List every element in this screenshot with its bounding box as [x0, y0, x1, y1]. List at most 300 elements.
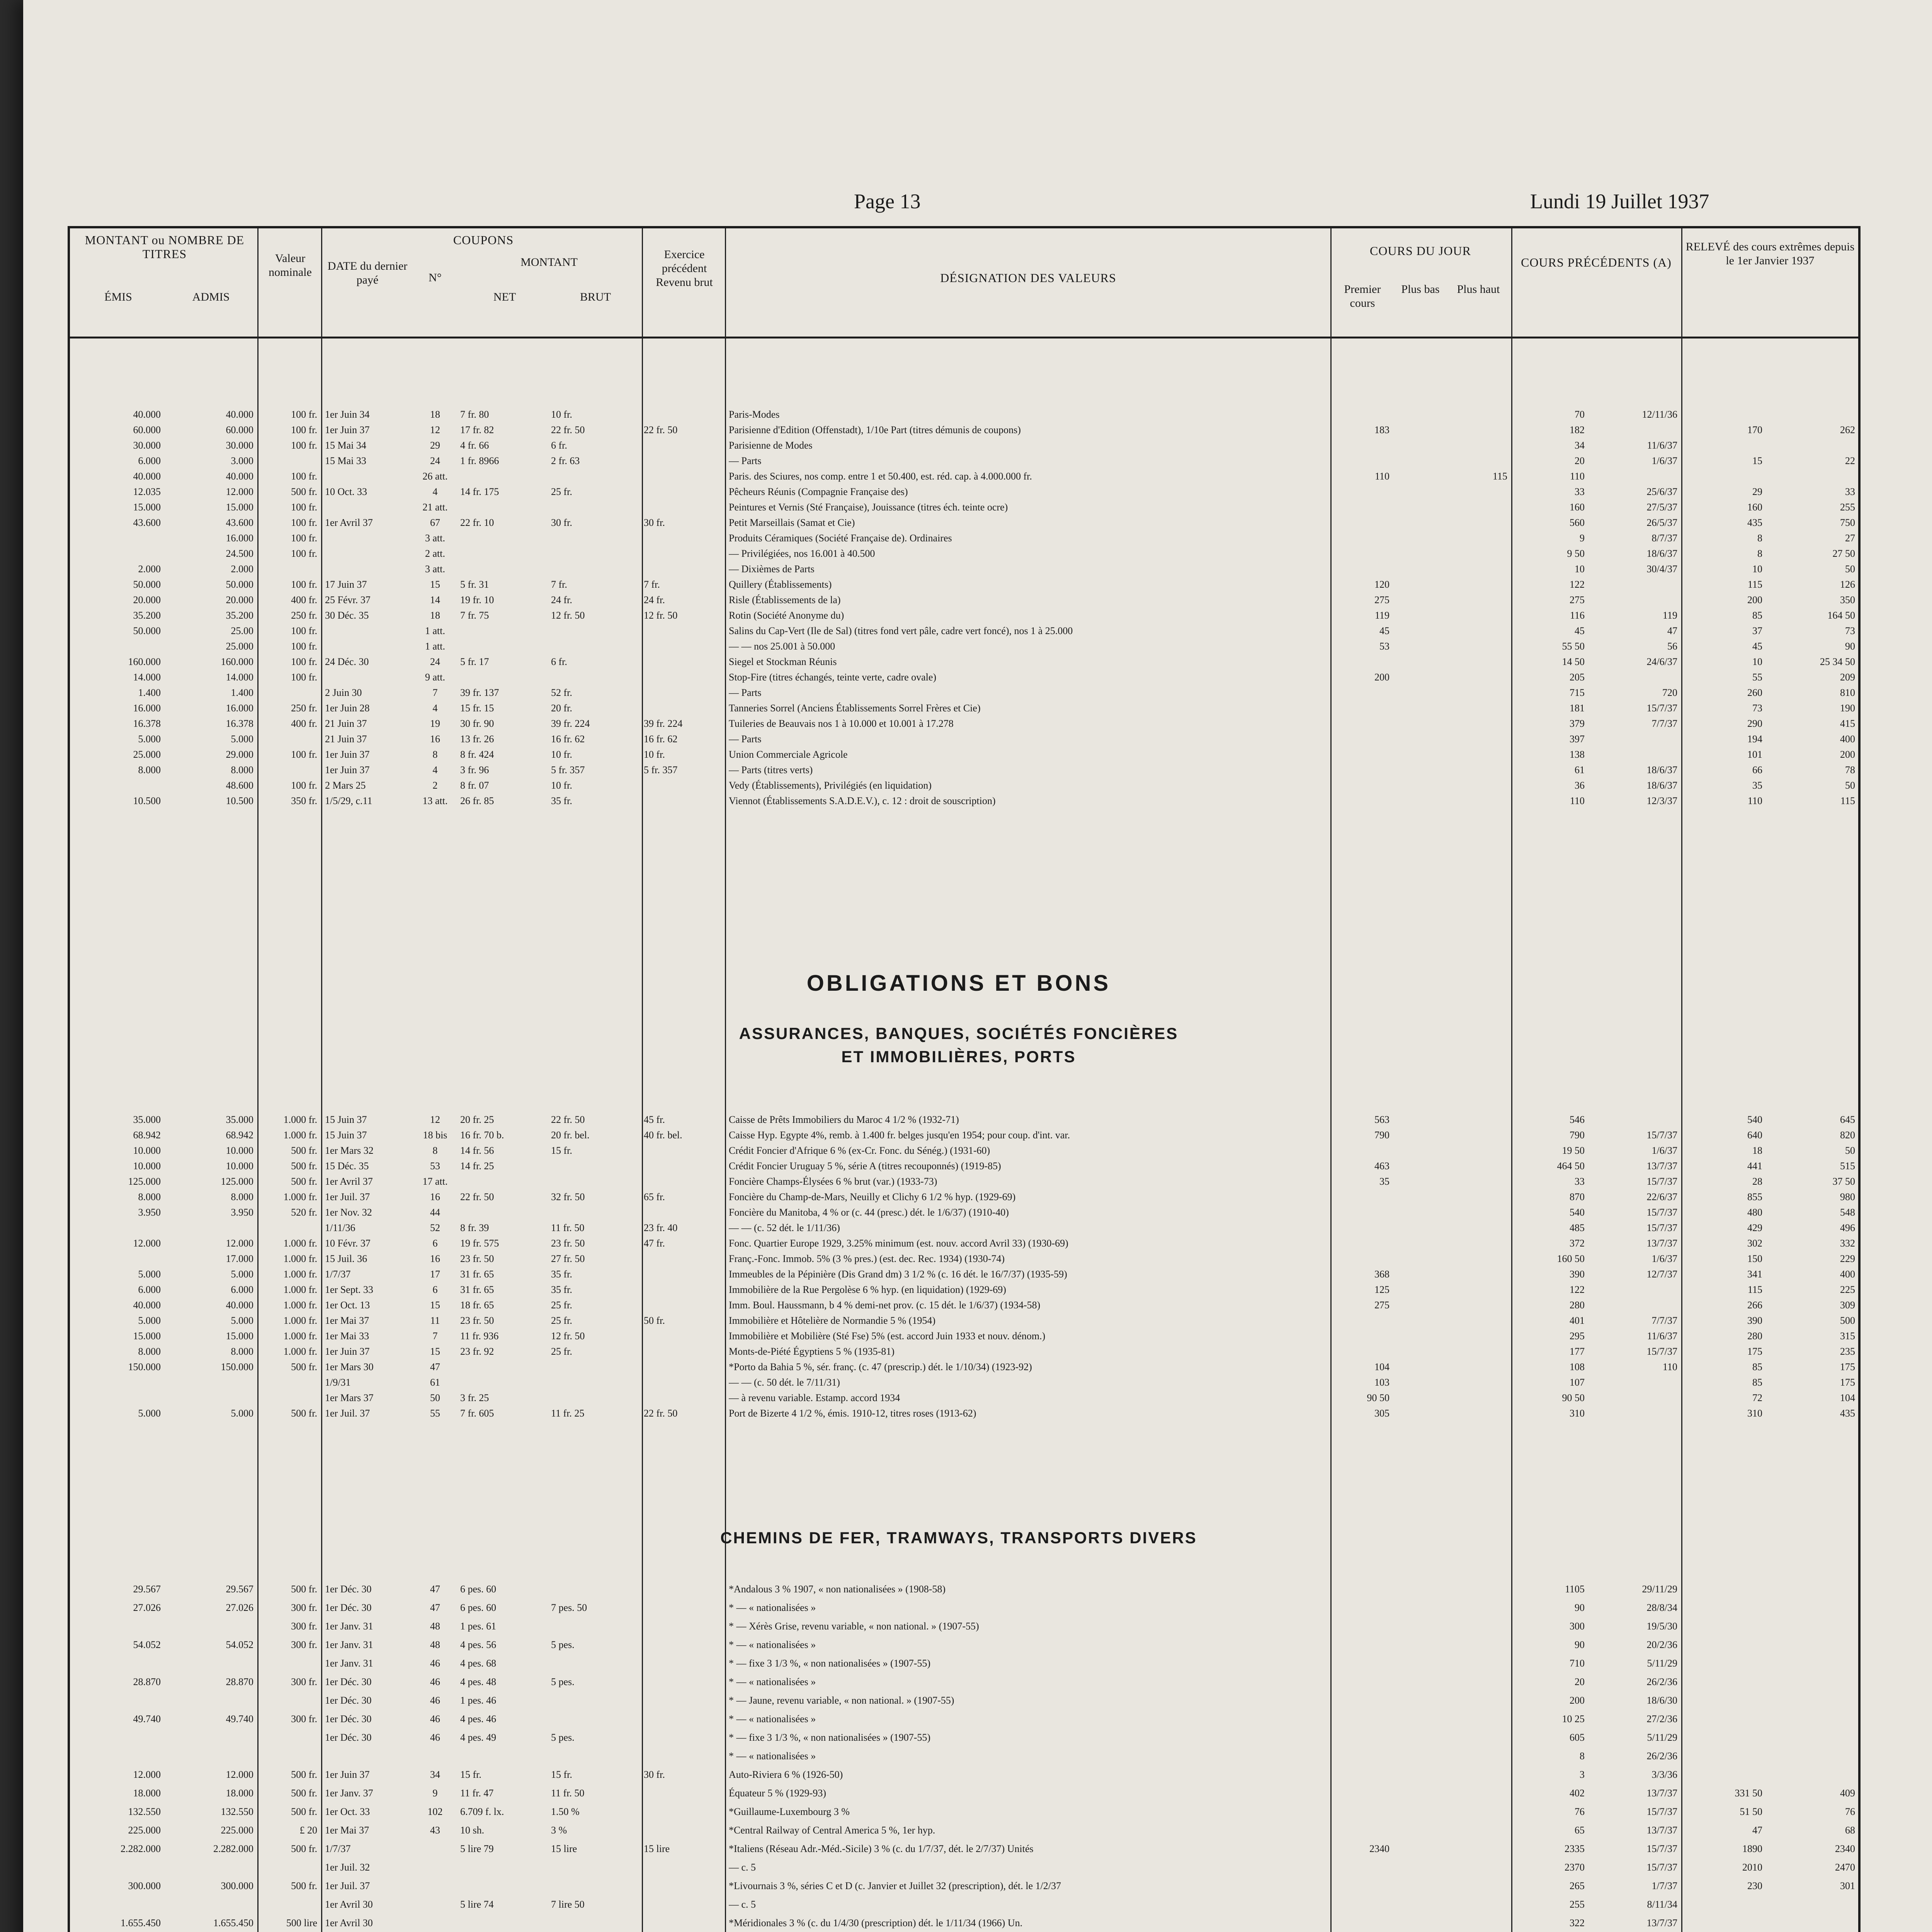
cell-des: Franç.-Fonc. Immob. 5% (3 % pres.) (est. dec. Rec. 1934) (1930-74) [729, 1253, 1005, 1264]
cell-hi: 350 [1840, 594, 1855, 605]
cell-brut: 5 fr. 357 [551, 764, 585, 776]
cell-v: 100 fr. [291, 440, 317, 451]
cell-lo: 85 [1752, 1377, 1762, 1388]
cell-des: Parisienne d'Edition (Offenstadt), 1/10e Part (titres démunis de coupons) [729, 424, 1021, 435]
cell-n: 47 [430, 1361, 440, 1372]
cell-v: 520 fr. [291, 1207, 317, 1218]
cell-e: 25.000 [133, 749, 161, 760]
cell-brut: 10 fr. [551, 409, 572, 420]
cell-e: 3.950 [138, 1207, 161, 1218]
cell-p: 53 [1379, 641, 1389, 652]
table-row [70, 1190, 1858, 1203]
cell-prev: 65 [1575, 1825, 1585, 1836]
cell-dt: 13/7/37 [1646, 1238, 1677, 1249]
cell-net: 31 fr. 65 [460, 1269, 494, 1280]
cell-des: Équateur 5 % (1929-93) [729, 1787, 826, 1799]
cell-a: 10.000 [226, 1145, 253, 1156]
cell-v: 1.000 fr. [283, 1299, 317, 1311]
cell-brut: 12 fr. 50 [551, 610, 585, 621]
cell-brut: 7 fr. [551, 579, 567, 590]
cell-lo: 28 [1752, 1176, 1762, 1187]
cell-a: 29.567 [226, 1583, 253, 1595]
cell-hi: 400 [1840, 1269, 1855, 1280]
cell-a: 132.550 [221, 1806, 253, 1817]
cell-dt: 5/11/29 [1647, 1658, 1677, 1669]
cell-hi: 496 [1840, 1222, 1855, 1233]
cell-d: 1er Sept. 33 [325, 1284, 373, 1295]
cell-hi: 27 [1845, 532, 1855, 544]
cell-dt: 26/2/36 [1646, 1750, 1677, 1762]
cell-n: 19 [430, 718, 440, 729]
table-row [70, 1805, 1858, 1818]
cell-des: * — « nationalisées » [729, 1676, 816, 1687]
cell-net: 18 fr. 65 [460, 1299, 494, 1311]
cell-a: 35.000 [226, 1114, 253, 1125]
cell-net: 4 pes. 48 [460, 1676, 497, 1687]
cell-e: 12.035 [133, 486, 161, 497]
cell-d: 1er Juin 37 [325, 749, 370, 760]
cell-dt: 13/7/37 [1646, 1787, 1677, 1799]
cell-brut: 10 fr. [551, 780, 572, 791]
cell-hi: 229 [1840, 1253, 1855, 1264]
cell-n: 2 [432, 780, 438, 791]
cell-prev: 138 [1570, 749, 1585, 760]
cell-v: 100 fr. [291, 749, 317, 760]
table-row [70, 1768, 1858, 1781]
table-header [70, 228, 1858, 338]
cell-brut: 15 fr. [551, 1145, 572, 1156]
cell-des: Immeubles de la Pépinière (Dis Grand dm) 3 1/2 % (c. 16 dét. le 16/7/37) (1935-59) [729, 1269, 1067, 1280]
cell-d: 1er Avril 30 [325, 1917, 373, 1929]
cell-dt: 15/7/37 [1646, 1843, 1677, 1854]
cell-lo: 170 [1747, 424, 1762, 435]
cell-prev: 76 [1575, 1806, 1585, 1817]
cell-n: 53 [430, 1160, 440, 1172]
cell-n: 2 att. [425, 548, 445, 559]
cell-n: 29 [430, 440, 440, 451]
cell-dt: 47 [1667, 625, 1677, 636]
cell-net: 17 fr. 82 [460, 424, 494, 435]
cell-prev: 1105 [1565, 1583, 1585, 1595]
cell-e: 225.000 [128, 1825, 161, 1836]
cell-des: — — (c. 52 dét. le 1/11/36) [729, 1222, 840, 1233]
cell-d: 1er Janv. 31 [325, 1621, 373, 1632]
cell-e: 49.740 [133, 1713, 161, 1725]
cell-lo: 85 [1752, 1361, 1762, 1372]
cell-v: 300 fr. [291, 1676, 317, 1687]
col-cours-jour: COURS DU JOUR [1370, 244, 1471, 258]
cell-v: 100 fr. [291, 471, 317, 482]
table-row [70, 702, 1858, 714]
cell-v: 100 fr. [291, 424, 317, 435]
cell-v: 1.000 fr. [283, 1191, 317, 1202]
cell-prev: 90 [1575, 1639, 1585, 1650]
table-row [70, 1361, 1858, 1373]
cell-prev: 8 [1580, 1750, 1585, 1762]
cell-e: 2.282.000 [121, 1843, 161, 1854]
cell-dt: 5/11/29 [1647, 1732, 1677, 1743]
cell-des: Foncière du Champ-de-Mars, Neuilly et Clichy 6 1/2 % hyp. (1929-69) [729, 1191, 1016, 1202]
cell-e: 10.000 [133, 1145, 161, 1156]
cell-lo: 8 [1757, 548, 1762, 559]
cell-des: * — fixe 3 1/3 %, « non nationalisées » (1907-55) [729, 1732, 931, 1743]
cell-des: *Andalous 3 % 1907, « non nationalisées » (1908-58) [729, 1583, 946, 1595]
cell-prev: 20 [1575, 1676, 1585, 1687]
cell-hi: 515 [1840, 1160, 1855, 1172]
table-row [70, 1113, 1858, 1126]
cell-net: 3 fr. 25 [460, 1392, 489, 1403]
cell-lo: 160 [1747, 502, 1762, 513]
cell-brut: 32 fr. 50 [551, 1191, 585, 1202]
cell-prev: 9 50 [1567, 548, 1585, 559]
cell-brut: 15 fr. [551, 1769, 572, 1780]
cell-brut: 6 fr. [551, 440, 567, 451]
cell-d: 2 Mars 25 [325, 780, 366, 791]
cell-des: Stop-Fire (titres échangés, teinte verte, cadre ovale) [729, 672, 937, 683]
cell-p: 125 [1374, 1284, 1389, 1295]
cell-a: 3.000 [231, 455, 253, 466]
table-row [70, 1283, 1858, 1296]
cell-v: 500 fr. [291, 1176, 317, 1187]
cell-e: 28.870 [133, 1676, 161, 1687]
cell-dt: 20/2/36 [1646, 1639, 1677, 1650]
table-row [70, 1206, 1858, 1219]
cell-dt: 22/6/37 [1646, 1191, 1677, 1202]
cell-ex: 16 fr. 62 [644, 733, 678, 745]
cell-dt: 12/3/37 [1646, 795, 1677, 806]
cell-net: 14 fr. 25 [460, 1160, 494, 1172]
cell-a: 25.00 [231, 625, 253, 636]
cell-e: 35.200 [133, 610, 161, 621]
cell-des: Immobilière de la Rue Pergolèse 6 % hyp. (en liquidation) (1929-69) [729, 1284, 1006, 1295]
cell-prev: 182 [1570, 424, 1585, 435]
cell-d: 15 Mai 34 [325, 440, 366, 451]
cell-n: 4 [432, 486, 438, 497]
cell-d: 1/11/36 [325, 1222, 355, 1233]
issue-date: Lundi 19 Juillet 1937 [1530, 190, 1709, 213]
cell-des: *Central Railway of Central America 5 %, 1er hyp. [729, 1825, 935, 1836]
cell-v: 1.000 fr. [283, 1253, 317, 1264]
cell-dt: 15/7/37 [1646, 1862, 1677, 1873]
quotation-table [68, 226, 1861, 1932]
cell-dt: 1/6/37 [1651, 1145, 1677, 1156]
cell-n: 17 att. [422, 1176, 448, 1187]
cell-prev: 160 50 [1557, 1253, 1585, 1264]
cell-d: 1er Juin 28 [325, 702, 370, 714]
cell-hi: 2470 [1835, 1862, 1855, 1873]
cell-brut: 52 fr. [551, 687, 572, 698]
table-row [70, 1824, 1858, 1837]
cell-des: *Guillaume-Luxembourg 3 % [729, 1806, 850, 1817]
cell-a: 16.000 [226, 702, 253, 714]
cell-hi: 104 [1840, 1392, 1855, 1403]
cell-prev: 160 [1570, 502, 1585, 513]
cell-lo: 200 [1747, 594, 1762, 605]
cell-a: 35.200 [226, 610, 253, 621]
cell-prev: 2370 [1565, 1862, 1585, 1873]
col-releve: RELEVÉ des cours extrêmes depuis le 1er Janvier 1937 [1685, 240, 1855, 267]
cell-dt: 15/7/37 [1646, 1806, 1677, 1817]
cell-des: Caisse de Prêts Immobiliers du Maroc 4 1/2 % (1932-71) [729, 1114, 959, 1125]
cell-v: 1.000 fr. [283, 1346, 317, 1357]
cell-brut: 15 lire [551, 1843, 577, 1854]
cell-des: Peintures et Vernis (Sté Française), Jouissance (titres éch. teinte ocre) [729, 502, 1008, 513]
cell-brut: 22 fr. 50 [551, 424, 585, 435]
cell-brut: 35 fr. [551, 795, 572, 806]
cell-net: 20 fr. 25 [460, 1114, 494, 1125]
cell-des: * — Jaune, revenu variable, « non national. » (1907-55) [729, 1695, 954, 1706]
cell-p: 119 [1374, 610, 1389, 621]
cell-a: 28.870 [226, 1676, 253, 1687]
cell-e: 132.550 [128, 1806, 161, 1817]
cell-des: Risle (Établissements de la) [729, 594, 841, 605]
cell-lo: 331 50 [1735, 1787, 1762, 1799]
table-row [70, 1917, 1858, 1929]
cell-hi: 175 [1840, 1361, 1855, 1372]
cell-brut: 12 fr. 50 [551, 1330, 585, 1342]
table-row [70, 594, 1858, 606]
cell-hi: 164 50 [1827, 610, 1855, 621]
cell-v: 400 fr. [291, 718, 317, 729]
cell-brut: 10 fr. [551, 749, 572, 760]
cell-brut: 3 % [551, 1825, 567, 1836]
cell-lo: 72 [1752, 1392, 1762, 1403]
cell-dt: 56 [1667, 641, 1677, 652]
cell-prev: 379 [1570, 718, 1585, 729]
cell-d: 1er Juil. 37 [325, 1880, 370, 1891]
cell-a: 5.000 [231, 1408, 253, 1419]
cell-a: 2.000 [231, 563, 253, 575]
table-row [70, 1731, 1858, 1744]
cell-des: * — « nationalisées » [729, 1639, 816, 1650]
cell-d: 1er Juil. 37 [325, 1191, 370, 1202]
cell-a: 6.000 [231, 1284, 253, 1295]
cell-prev: 122 [1570, 1284, 1585, 1295]
cell-ex: 65 fr. [644, 1191, 665, 1202]
cell-ex: 7 fr. [644, 579, 660, 590]
cell-n: 12 [430, 424, 440, 435]
table-row [70, 624, 1858, 637]
cell-prev: 19 50 [1562, 1145, 1585, 1156]
cell-e: 54.052 [133, 1639, 161, 1650]
cell-des: Auto-Riviera 6 % (1926-50) [729, 1769, 843, 1780]
cell-v: 300 fr. [291, 1713, 317, 1725]
cell-e: 50.000 [133, 625, 161, 636]
cell-prev: 870 [1570, 1191, 1585, 1202]
cell-a: 68.942 [226, 1129, 253, 1141]
cell-e: 5.000 [138, 1269, 161, 1280]
col-valeur: Valeur nominale [269, 252, 312, 279]
cell-hi: 332 [1840, 1238, 1855, 1249]
cell-ex: 24 fr. [644, 594, 665, 605]
cell-lo: 45 [1752, 641, 1762, 652]
cell-n: 18 bis [423, 1129, 447, 1141]
cell-v: 500 fr. [291, 1160, 317, 1172]
cell-lo: 280 [1747, 1330, 1762, 1342]
cell-prev: 181 [1570, 702, 1585, 714]
cell-a: 15.000 [226, 502, 253, 513]
cell-v: 500 fr. [291, 1787, 317, 1799]
cell-d: 1er Juin 37 [325, 1769, 370, 1780]
col-plus-haut: Plus haut [1457, 283, 1500, 296]
table-row [70, 470, 1858, 483]
cell-hi: 27 50 [1832, 548, 1855, 559]
cell-ex: 40 fr. bel. [644, 1129, 682, 1141]
cell-dt: 15/7/37 [1646, 1346, 1677, 1357]
cell-p: 368 [1374, 1269, 1389, 1280]
table-row [70, 1391, 1858, 1404]
cell-dt: 24/6/37 [1646, 656, 1677, 667]
table-row [70, 1299, 1858, 1311]
cell-e: 43.600 [133, 517, 161, 528]
cell-net: 5 fr. 17 [460, 656, 489, 667]
newspaper-page [23, 0, 1932, 1932]
table-row [70, 717, 1858, 730]
cell-d: 1/9/31 [325, 1377, 351, 1388]
cell-net: 22 fr. 50 [460, 1191, 494, 1202]
cell-n: 8 [432, 749, 438, 760]
cell-prev: 20 [1575, 455, 1585, 466]
cell-prev: 295 [1570, 1330, 1585, 1342]
cell-dt: 8/7/37 [1651, 532, 1677, 544]
cell-prev: 116 [1570, 610, 1585, 621]
cell-des: Paris-Modes [729, 409, 780, 420]
cell-lo: 640 [1747, 1129, 1762, 1141]
cell-brut: 39 fr. 224 [551, 718, 590, 729]
cell-des: Rotin (Société Anonyme du) [729, 610, 844, 621]
cell-prev: 205 [1570, 672, 1585, 683]
cell-net: 16 fr. 70 b. [460, 1129, 504, 1141]
cell-prev: 110 [1570, 471, 1585, 482]
cell-e: 18.000 [133, 1787, 161, 1799]
cell-hi: 33 [1845, 486, 1855, 497]
cell-des: Immobilière et Hôtelière de Normandie 5 % (1954) [729, 1315, 935, 1326]
cell-net: 4 fr. 66 [460, 440, 489, 451]
table-row [70, 671, 1858, 684]
cell-a: 48.600 [226, 780, 253, 791]
table-row [70, 1657, 1858, 1670]
cell-lo: 150 [1747, 1253, 1762, 1264]
cell-p: 2340 [1369, 1843, 1389, 1854]
cell-des: Parisienne de Modes [729, 440, 813, 451]
table-row [70, 609, 1858, 622]
cell-hi: 190 [1840, 702, 1855, 714]
cell-lo: 310 [1747, 1408, 1762, 1419]
cell-n: 50 [430, 1392, 440, 1403]
cell-net: 26 fr. 85 [460, 795, 494, 806]
table-row [70, 1314, 1858, 1327]
cell-v: 500 fr. [291, 1583, 317, 1595]
cell-v: 500 lire [286, 1917, 317, 1929]
cell-prev: 36 [1575, 780, 1585, 791]
cell-des: Union Commerciale Agricole [729, 749, 848, 760]
cell-p: 110 [1374, 471, 1389, 482]
table-row [70, 1268, 1858, 1281]
cell-net: 15 fr. [460, 1769, 481, 1780]
cell-n: 7 [432, 687, 438, 698]
cell-hi: 76 [1845, 1806, 1855, 1817]
cell-net: 23 fr. 50 [460, 1315, 494, 1326]
cell-n: 102 [427, 1806, 443, 1817]
table-row [70, 439, 1858, 452]
cell-net: 22 fr. 10 [460, 517, 494, 528]
cell-a: 125.000 [221, 1176, 253, 1187]
cell-ex: 15 lire [644, 1843, 670, 1854]
cell-dt: 30/4/37 [1646, 563, 1677, 575]
cell-p: 463 [1374, 1160, 1389, 1172]
cell-n: 3 att. [425, 532, 445, 544]
cell-net: 14 fr. 56 [460, 1145, 494, 1156]
cell-n: 26 att. [422, 471, 448, 482]
cell-e: 8.000 [138, 764, 161, 776]
cell-net: 4 pes. 46 [460, 1713, 497, 1725]
cell-a: 12.000 [226, 1238, 253, 1249]
cell-p: 103 [1374, 1377, 1389, 1388]
cell-p: 120 [1374, 579, 1389, 590]
cell-a: 12.000 [226, 486, 253, 497]
cell-des: Immobilière et Mobilière (Sté Fse) 5% (est. accord Juin 1933 et nouv. dénom.) [729, 1330, 1046, 1342]
col-plus-bas: Plus bas [1401, 283, 1440, 296]
cell-prev: 200 [1570, 1695, 1585, 1706]
cell-a: 14.000 [226, 672, 253, 683]
cell-ex: 39 fr. 224 [644, 718, 683, 729]
cell-a: 20.000 [226, 594, 253, 605]
cell-lo: 10 [1752, 656, 1762, 667]
cell-e: 5.000 [138, 1315, 161, 1326]
cell-des: — Dixièmes de Parts [729, 563, 815, 575]
cell-prev: 9 [1580, 532, 1585, 544]
cell-brut: 7 lire 50 [551, 1899, 585, 1910]
cell-hi: 415 [1840, 718, 1855, 729]
cell-e: 50.000 [133, 579, 161, 590]
cell-brut: 6 fr. [551, 656, 567, 667]
cell-e: 1.655.450 [121, 1917, 161, 1929]
cell-n: 48 [430, 1639, 440, 1650]
cell-lo: 2010 [1742, 1862, 1762, 1873]
cell-d: 1er Mai 37 [325, 1315, 369, 1326]
page-number: Page 13 [854, 190, 921, 213]
cell-prev: 300 [1570, 1621, 1585, 1632]
cell-prev: 108 [1570, 1361, 1585, 1372]
cell-net: 31 fr. 65 [460, 1284, 494, 1295]
cell-n: 67 [430, 517, 440, 528]
cell-net: 4 pes. 56 [460, 1639, 497, 1650]
cell-v: 100 fr. [291, 780, 317, 791]
col-montant: MONTANT ou NOMBRE DE TITRES [85, 233, 245, 261]
cell-net: 23 fr. 50 [460, 1253, 494, 1264]
cell-d: 1er Avril 37 [325, 517, 373, 528]
cell-e: 60.000 [133, 424, 161, 435]
cell-dt: 12/7/37 [1646, 1269, 1677, 1280]
cell-e: 14.000 [133, 672, 161, 683]
cell-a: 150.000 [221, 1361, 253, 1372]
cell-lo: 290 [1747, 718, 1762, 729]
cell-lo: 66 [1752, 764, 1762, 776]
cell-lo: 266 [1747, 1299, 1762, 1311]
cell-d: 1er Juin 37 [325, 424, 370, 435]
table-row [70, 501, 1858, 514]
cell-d: 15 Déc. 35 [325, 1160, 369, 1172]
cell-ex: 22 fr. 50 [644, 424, 678, 435]
cell-dt: 720 [1662, 687, 1677, 698]
cell-a: 43.600 [226, 517, 253, 528]
table-row [70, 1638, 1858, 1651]
cell-dt: 19/5/30 [1646, 1621, 1677, 1632]
cell-brut: 2 fr. 63 [551, 455, 580, 466]
table-row [70, 547, 1858, 560]
cell-n: 3 att. [425, 563, 445, 575]
cell-d: 1er Janv. 31 [325, 1639, 373, 1650]
